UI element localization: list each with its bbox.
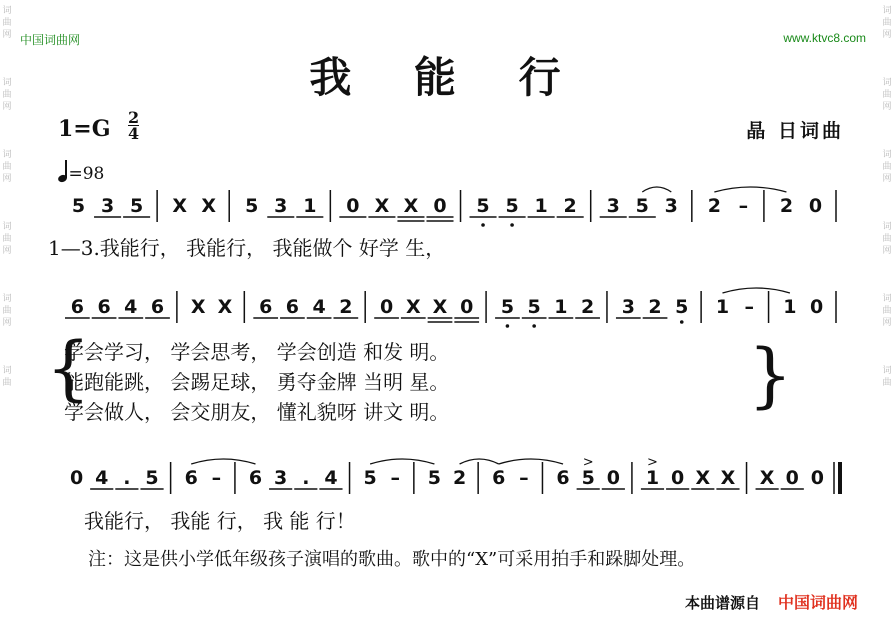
source-credit: [685, 590, 858, 613]
performance-note: 注：这是供小学低年级孩子演唱的歌曲。歌中的“X”可采用拍手和跺脚处理。: [88, 549, 696, 570]
side-watermark-char: 词: [2, 294, 12, 304]
side-watermark-char: 词: [2, 222, 12, 232]
jianpu-note: X: [759, 467, 775, 489]
lyric-line-3: 我能行， 我能 行， 我 能 行！: [84, 509, 356, 533]
jianpu-note: 5: [129, 195, 144, 217]
lyric-line-1: 1—3.我能行， 我能行， 我能做个 好学 生，: [48, 236, 446, 260]
jianpu-note: 5: [427, 467, 442, 489]
song-title: 我 能 行: [309, 53, 585, 102]
jianpu-note: 5: [71, 195, 86, 217]
side-watermark-char: 网: [2, 30, 12, 40]
jianpu-note: 3: [606, 195, 620, 217]
jianpu-note: X: [695, 467, 711, 489]
jianpu-note: 4: [95, 467, 109, 489]
side-watermark-char: 网: [2, 246, 12, 256]
jianpu-note: X: [720, 467, 736, 489]
jianpu-note: 2: [648, 296, 662, 318]
side-watermark-char: 曲: [2, 378, 12, 388]
side-watermark-char: 网: [882, 174, 892, 184]
jianpu-note: 6: [248, 467, 263, 489]
side-watermark-char: 词: [2, 150, 12, 160]
jianpu-note: 2: [580, 296, 595, 318]
tie-slur: [499, 459, 563, 464]
jianpu-note: –: [744, 296, 754, 318]
accent-mark: >: [582, 458, 594, 470]
jianpu-note: 5: [527, 296, 541, 318]
jianpu-note: 6: [70, 296, 84, 318]
low-octave-dot: [481, 223, 485, 227]
jianpu-note: 6: [556, 467, 570, 489]
jianpu-note: 0: [810, 467, 825, 489]
jianpu-note: 5: [245, 195, 259, 217]
jianpu-note: 0: [671, 467, 685, 489]
jianpu-note: 2: [452, 467, 467, 489]
side-watermark-char: 曲: [882, 18, 892, 28]
key-signature: 1=G: [58, 116, 111, 142]
source-label: 本曲谱源自: [684, 594, 760, 612]
tempo-marking: [58, 160, 104, 184]
side-watermark-char: 词: [882, 78, 892, 88]
side-watermark-char: 词: [2, 366, 12, 376]
jianpu-note: 0: [810, 296, 824, 318]
jianpu-note: –: [211, 467, 222, 489]
tie-slur: [642, 187, 671, 192]
side-watermark-char: 网: [2, 174, 12, 184]
side-watermark-char: 词: [882, 150, 892, 160]
jianpu-note: 1: [715, 296, 730, 318]
jianpu-note: 1: [554, 296, 568, 318]
jianpu-note: X: [432, 296, 448, 318]
tempo-value: =98: [68, 164, 105, 184]
side-watermark-char: 词: [882, 366, 892, 376]
side-watermark-char: 曲: [2, 306, 12, 316]
tie-slur: [191, 459, 255, 464]
jianpu-note: 1: [645, 467, 660, 489]
jianpu-note: 5: [500, 296, 515, 318]
side-watermark-char: 曲: [2, 90, 12, 100]
jianpu-note: 3: [621, 296, 635, 318]
verse-bracket-left: {: [46, 327, 91, 409]
jianpu-note: 0: [606, 467, 620, 489]
notation-line-2: [60, 287, 850, 337]
final-barline: [838, 462, 842, 494]
jianpu-note: X: [201, 195, 217, 217]
low-octave-dot: [532, 324, 536, 328]
low-octave-dot: [506, 324, 510, 328]
jianpu-note: 6: [285, 296, 300, 318]
verse-bracket-right: }: [748, 334, 793, 416]
jianpu-note: X: [405, 296, 421, 318]
jianpu-note: 1: [303, 195, 317, 217]
jianpu-note: 0: [69, 467, 84, 489]
jianpu-note: 5: [476, 195, 490, 217]
accent-mark: >: [647, 458, 658, 470]
jianpu-note: –: [738, 195, 749, 217]
side-watermark-char: 网: [882, 102, 892, 112]
side-watermark-char: 词: [2, 78, 12, 88]
meter-bottom: 4: [128, 124, 140, 143]
jianpu-note: .: [123, 467, 131, 489]
jianpu-note: 3: [274, 195, 288, 217]
time-signature: [128, 110, 139, 141]
low-octave-dot: [510, 223, 514, 227]
low-octave-dot: [680, 320, 684, 324]
jianpu-note: X: [172, 195, 187, 217]
jianpu-note: 6: [184, 467, 198, 489]
jianpu-note: .: [302, 467, 310, 489]
jianpu-note: 2: [707, 195, 721, 217]
side-watermark-char: 曲: [2, 234, 12, 244]
jianpu-note: 5: [145, 467, 159, 489]
side-watermark-char: 词: [882, 222, 892, 232]
jianpu-note: 4: [124, 296, 138, 318]
side-watermark-char: 网: [2, 102, 12, 112]
notation-line-3: [60, 458, 850, 508]
side-watermark-char: 词: [882, 6, 892, 16]
site-name-left[interactable]: 中国词曲网: [20, 33, 81, 47]
jianpu-note: –: [519, 467, 529, 489]
jianpu-note: 1: [783, 296, 797, 318]
side-watermark-char: 词: [882, 294, 892, 304]
side-watermark-char: 曲: [2, 162, 12, 172]
side-watermark-char: 网: [882, 246, 892, 256]
jianpu-note: 5: [581, 467, 595, 489]
jianpu-note: 5: [505, 195, 519, 217]
side-watermark-char: 网: [882, 318, 892, 328]
side-watermark-char: 曲: [2, 18, 12, 28]
jianpu-note: 0: [460, 296, 474, 318]
jianpu-note: 2: [779, 195, 794, 217]
jianpu-note: 5: [635, 195, 649, 217]
jianpu-note: 6: [150, 296, 165, 318]
jianpu-note: X: [217, 296, 233, 318]
jianpu-note: 0: [433, 195, 447, 217]
tie-slur: [714, 187, 786, 192]
jianpu-note: 6: [492, 467, 506, 489]
jianpu-note: 3: [274, 467, 288, 489]
jianpu-note: 6: [97, 296, 111, 318]
jianpu-note: 1: [534, 195, 548, 217]
side-watermark-char: 曲: [882, 162, 892, 172]
verse-1: 学会学习， 学会思考， 学会创造 和发 明。: [64, 340, 450, 364]
tie-slur: [722, 288, 789, 293]
side-watermark-char: 曲: [882, 234, 892, 244]
jianpu-note: X: [403, 195, 419, 217]
verse-3: 学会做人， 会交朋友， 懂礼貌呀 讲文 明。: [64, 400, 450, 424]
side-watermark-char: 曲: [882, 306, 892, 316]
jianpu-note: 0: [785, 467, 799, 489]
jianpu-note: X: [190, 296, 206, 318]
tie-slur: [460, 459, 499, 464]
composer-credit: 晶 日词曲: [746, 120, 844, 142]
tie-slur: [370, 459, 434, 464]
verse-block: [64, 337, 449, 427]
jianpu-note: 3: [664, 195, 678, 217]
quarter-note-icon: [57, 174, 68, 184]
jianpu-note: 3: [100, 195, 115, 217]
jianpu-note: 5: [363, 467, 377, 489]
side-watermark-char: 曲: [882, 90, 892, 100]
side-watermark-char: 网: [2, 318, 12, 328]
jianpu-note: 4: [312, 296, 326, 318]
meter-top: 2: [128, 108, 140, 127]
side-watermark-char: 网: [882, 30, 892, 40]
jianpu-note: 6: [259, 296, 273, 318]
site-url-right[interactable]: www.ktvc8.com: [783, 31, 866, 45]
jianpu-note: 0: [379, 296, 394, 318]
notation-line-1: [60, 186, 850, 236]
jianpu-note: X: [374, 195, 390, 217]
side-watermark-char: 词: [2, 6, 12, 16]
jianpu-note: 4: [324, 467, 338, 489]
jianpu-note: 2: [563, 195, 577, 217]
jianpu-note: 5: [675, 296, 689, 318]
jianpu-note: 0: [346, 195, 360, 217]
side-watermark-char: 曲: [882, 378, 892, 388]
verse-2: 能跑能跳， 会踢足球， 勇夺金牌 当明 星。: [64, 370, 450, 394]
jianpu-note: 2: [339, 296, 353, 318]
jianpu-note: –: [390, 467, 401, 489]
jianpu-note: 0: [808, 195, 823, 217]
source-brand-link[interactable]: 中国词曲网: [777, 593, 858, 612]
